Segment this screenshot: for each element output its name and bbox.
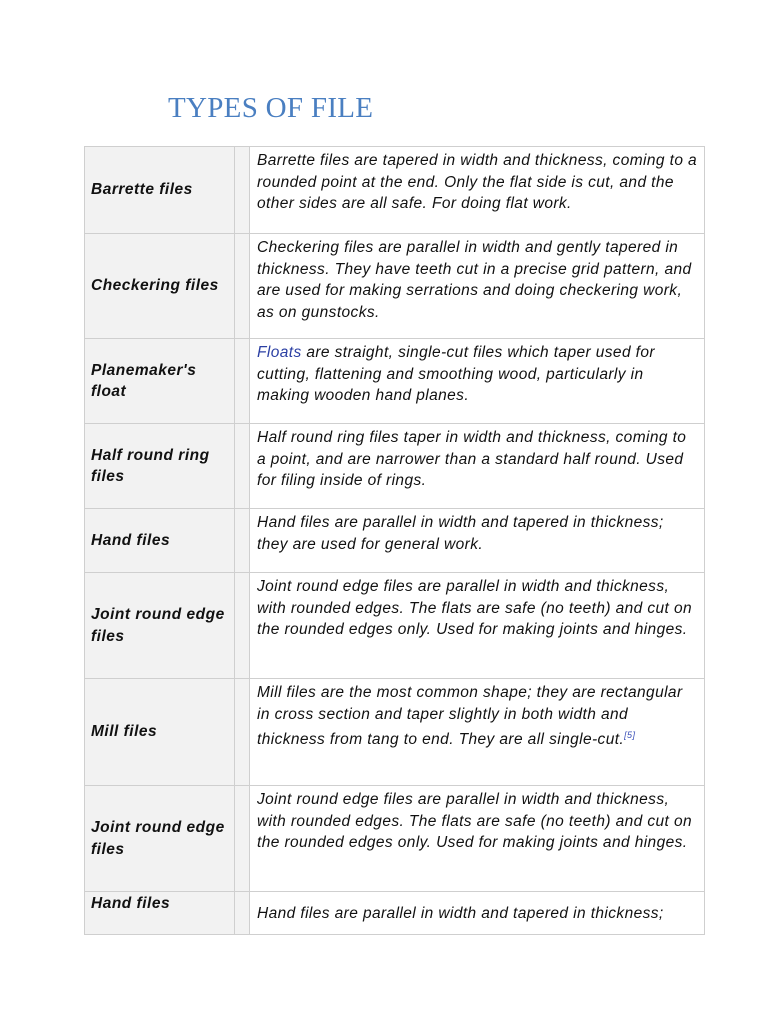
spacer-cell xyxy=(235,573,250,678)
file-type-name: Checkering files xyxy=(85,234,235,338)
table-row xyxy=(84,339,705,424)
spacer-cell xyxy=(235,339,250,423)
citation-link[interactable]: [5] xyxy=(624,730,636,740)
table-row xyxy=(84,234,705,339)
file-type-name: Planemaker's float xyxy=(85,339,235,423)
spacer-cell xyxy=(235,147,250,233)
file-type-description: Checkering files are parallel in width and gently tapered in thickness. They have teeth cut in a precise grid pattern, and are used for making serrations and doing checkering work, as on gunstocks. xyxy=(257,239,692,321)
file-type-description: Half round ring files taper in width and thickness, coming to a point, and are narrower than a standard half round. Used for filing inside of rings. xyxy=(257,429,687,489)
file-type-description xyxy=(250,679,704,785)
file-type-name: Mill files xyxy=(85,679,235,785)
table-row xyxy=(84,509,705,573)
table-row xyxy=(84,679,705,786)
file-type-name: Joint round edge files xyxy=(85,786,235,891)
file-type-name: Joint round edge files xyxy=(85,573,235,678)
spacer-cell xyxy=(235,509,250,572)
file-type-name: Barrette files xyxy=(85,147,235,233)
table-row xyxy=(84,146,705,234)
spacer-cell xyxy=(235,679,250,785)
floats-link[interactable]: Floats xyxy=(257,344,302,361)
page-title: TYPES OF FILE xyxy=(168,92,374,124)
spacer-cell xyxy=(235,892,250,934)
table-row xyxy=(84,892,705,935)
spacer-cell xyxy=(235,786,250,891)
file-type-description xyxy=(250,339,704,423)
table-row xyxy=(84,573,705,679)
floats-description-text: are straight, single-cut files which taper used for cutting, flattening and smoothing wood, particularly in making wooden hand planes. xyxy=(257,344,655,404)
spacer-cell xyxy=(235,424,250,508)
file-type-description: Joint round edge files are parallel in width and thickness, with rounded edges. The flats are safe (no teeth) and cut on the rounded edges only. Used for making joints and hinges. xyxy=(257,791,693,851)
table-row xyxy=(84,424,705,509)
file-type-description: Hand files are parallel in width and tapered in thickness; they are used for general work. xyxy=(257,514,664,553)
file-type-name: Hand files xyxy=(85,509,235,572)
file-type-description: Barrette files are tapered in width and thickness, coming to a rounded point at the end. Only the flat side is cut, and the other sides are all safe. For doing flat work. xyxy=(257,152,698,212)
file-types-table xyxy=(84,146,705,935)
file-type-name: Half round ring files xyxy=(85,424,235,508)
file-type-name: Hand files xyxy=(85,892,235,934)
file-type-description: Joint round edge files are parallel in width and thickness, with rounded edges. The flats are safe (no teeth) and cut on the rounded edges only. Used for making joints and hinges. xyxy=(257,578,693,638)
mill-files-description-text: Mill files are the most common shape; they are rectangular in cross section and taper slightly in both width and thickness from tang to end. They are all single-cut. xyxy=(257,684,683,749)
table-row xyxy=(84,786,705,892)
spacer-cell xyxy=(235,234,250,338)
file-type-description: Hand files are parallel in width and tapered in thickness; xyxy=(257,904,664,922)
